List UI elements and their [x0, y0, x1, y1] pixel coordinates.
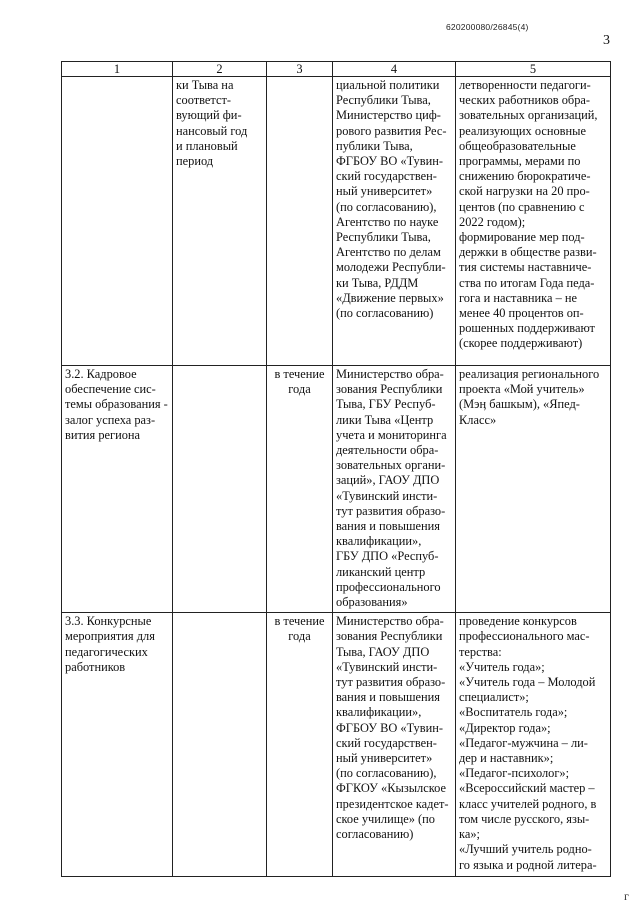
cell-text-line: ФГБОУ ВО «Тувин- [336, 720, 443, 735]
cell-text-line: зования Республики [336, 382, 443, 397]
cell-text-line: рошенных поддерживают [459, 321, 595, 336]
deadline-cell [267, 613, 333, 877]
cell-text-line: года [288, 382, 311, 397]
cell-text-line: публики Тыва, [336, 138, 413, 153]
cell-text-line: (по согласованию), [336, 766, 437, 781]
column-number: 4 [333, 62, 456, 77]
cell-text-line: ный университет» [336, 184, 433, 199]
cell-text-line: формирование мер под- [459, 230, 585, 245]
cell-text-line: ства по итогам Года педа- [459, 275, 595, 290]
financing-cell [173, 366, 267, 613]
cell-text-line: том числе русского, язы- [459, 811, 590, 826]
cell-text-line: 3.3. Конкурсные [65, 614, 152, 629]
table-row [62, 613, 611, 877]
cell-text-line: лики Тыва «Центр [336, 412, 434, 427]
cell-text-line: вития региона [65, 427, 141, 442]
cell-text-line: Тыва, ГБУ Респуб- [336, 397, 436, 412]
document-id: 620200080/26845(4) [446, 22, 529, 32]
cell-text-line: ский государствен- [336, 735, 437, 750]
cell-text-line: (по согласованию) [336, 306, 434, 321]
responsible-cell [333, 77, 456, 366]
responsible-cell [333, 366, 456, 613]
cell-text-line: период [176, 154, 214, 169]
table-row [62, 77, 611, 366]
cell-text-line: квалификации», [336, 705, 422, 720]
cell-text-line: Республики Тыва, [336, 93, 431, 108]
cell-text-line: вания и повышения [336, 690, 440, 705]
cell-text-line: гога и наставника – не [459, 290, 578, 305]
cell-text-line: реализация регионального [459, 367, 600, 381]
cell-text-line: (Мэӊ башкым), «Япед- [459, 397, 580, 412]
cell-text-line: профессионального мас- [459, 629, 590, 644]
cell-text-line: и плановый [176, 138, 238, 153]
cell-text-line: в течение [274, 614, 325, 629]
cell-text-line: «Учитель года – Молодой [459, 675, 596, 690]
column-number: 5 [456, 62, 611, 77]
cell-text-line: ликанский центр [336, 564, 426, 579]
cell-text-line: обеспечение сис- [65, 382, 156, 397]
cell-text-line: «Педагог-мужчина – ли- [459, 735, 588, 750]
cell-text-line: года [288, 629, 311, 644]
cell-text-line: «Тувинский инсти- [336, 659, 438, 674]
column-number: 1 [62, 62, 173, 77]
cell-text-line: терства: [459, 644, 502, 659]
cell-text-line: центов (по сравнению с [459, 199, 585, 214]
cell-text-line: «Лучший учитель родно- [459, 842, 592, 857]
cell-text-line: «Движение первых» [336, 290, 444, 305]
cell-text-line: ческих работников обра- [459, 93, 591, 108]
cell-text-line: образования» [336, 595, 408, 610]
activity-cell [62, 77, 173, 366]
cell-text-line: ской нагрузки на 20 про- [459, 184, 590, 199]
cell-text-line: зовательных органи- [336, 458, 446, 473]
cell-text-line: Министерство обра- [336, 367, 444, 381]
cell-text-line: Класс» [459, 412, 497, 427]
cell-text-line: ФГКОУ «Кызылское [336, 781, 446, 796]
cell-text-line: нансовый год [176, 123, 248, 138]
cell-text-line: зования Республики [336, 629, 443, 644]
cell-text-line: «Педагог-психолог»; [459, 766, 570, 781]
activity-cell [62, 366, 173, 613]
responsible-cell [333, 613, 456, 877]
cell-text-line: тия системы наставниче- [459, 260, 592, 275]
financing-cell [173, 613, 267, 877]
cell-text-line: ФГБОУ ВО «Тувин- [336, 154, 443, 169]
result-cell [456, 613, 611, 877]
cell-text-line: снижению бюрократиче- [459, 169, 591, 184]
cell-text-line: «Директор года»; [459, 720, 551, 735]
cell-text-line: (по согласованию), [336, 199, 437, 214]
cell-text-line: ское училище» (по [336, 811, 435, 826]
cell-text-line: профессионального [336, 579, 441, 594]
cell-text-line: ГБУ ДПО «Респуб- [336, 549, 439, 564]
cell-text-line: квалификации», [336, 534, 422, 549]
cell-text-line: залог успеха раз- [65, 412, 156, 427]
financing-cell [173, 77, 267, 366]
cell-text-line: ный университет» [336, 751, 433, 766]
cell-text-line: (скорее поддерживают) [459, 336, 583, 351]
cell-text-line: «Всероссийский мастер – [459, 781, 595, 796]
column-number: 2 [173, 62, 267, 77]
cell-text-line: вующий фи- [176, 108, 242, 123]
cell-text-line: работников [65, 659, 126, 674]
cell-text-line: ка»; [459, 827, 480, 842]
cell-text-line: вания и повышения [336, 519, 440, 534]
cell-text-line: менее 40 процентов оп- [459, 306, 584, 321]
deadline-cell [267, 366, 333, 613]
cell-text-line: держки в обществе разви- [459, 245, 597, 260]
cell-text-line: заций», ГАОУ ДПО [336, 473, 440, 488]
cell-text-line: ский государствен- [336, 169, 437, 184]
cell-text-line: Республики Тыва, [336, 230, 431, 245]
cell-text-line: мероприятия для [65, 629, 155, 644]
cell-text-line: го языка и родной литера- [459, 857, 597, 872]
cell-text-line: дер и наставник»; [459, 751, 554, 766]
cell-text-line: Агентство по науке [336, 214, 439, 229]
cell-text-line: специалист»; [459, 690, 529, 705]
cell-text-line: рового развития Рес- [336, 123, 447, 138]
cell-text-line: деятельности обра- [336, 443, 439, 458]
cell-text-line: летворенности педагоги- [459, 78, 591, 92]
table-row [62, 366, 611, 613]
cell-text-line: Министерство циф- [336, 108, 441, 123]
cell-text-line: педагогических [65, 644, 148, 659]
deadline-cell [267, 77, 333, 366]
cell-text-line: Тыва, ГАОУ ДПО [336, 644, 430, 659]
activity-cell [62, 613, 173, 877]
page-number: 3 [603, 33, 610, 48]
column-number-row [62, 62, 611, 77]
corner-mark: г [624, 889, 629, 903]
cell-text-line: проекта «Мой учитель» [459, 382, 585, 397]
cell-text-line: «Учитель года»; [459, 659, 545, 674]
cell-text-line: «Тувинский инсти- [336, 488, 438, 503]
cell-text-line: ки Тыва на [176, 78, 234, 92]
plan-table [61, 61, 611, 877]
cell-text-line: тут развития образо- [336, 503, 446, 518]
cell-text-line: общеобразовательные [459, 138, 576, 153]
result-cell [456, 366, 611, 613]
result-cell [456, 77, 611, 366]
cell-text-line: соответст- [176, 93, 232, 108]
cell-text-line: Агентство по делам [336, 245, 441, 260]
cell-text-line: 2022 годом); [459, 214, 526, 229]
cell-text-line: циальной политики [336, 78, 440, 92]
cell-text-line: зовательных организаций, [459, 108, 598, 123]
cell-text-line: ки Тыва, РДДМ [336, 275, 419, 290]
cell-text-line: Министерство обра- [336, 614, 444, 629]
cell-text-line: класс учителей родного, в [459, 796, 597, 811]
cell-text-line: программы, мерами по [459, 154, 581, 169]
cell-text-line: согласованию) [336, 827, 414, 842]
cell-text-line: реализующих основные [459, 123, 586, 138]
cell-text-line: темы образования - [65, 397, 168, 412]
cell-text-line: в течение [274, 367, 325, 381]
cell-text-line: проведение конкурсов [459, 614, 577, 629]
column-number: 3 [267, 62, 333, 77]
cell-text-line: молодежи Республи- [336, 260, 446, 275]
cell-text-line: учета и мониторинга [336, 427, 447, 442]
cell-text-line: президентское кадет- [336, 796, 449, 811]
cell-text-line: 3.2. Кадровое [65, 367, 137, 381]
cell-text-line: тут развития образо- [336, 675, 446, 690]
cell-text-line: «Воспитатель года»; [459, 705, 568, 720]
